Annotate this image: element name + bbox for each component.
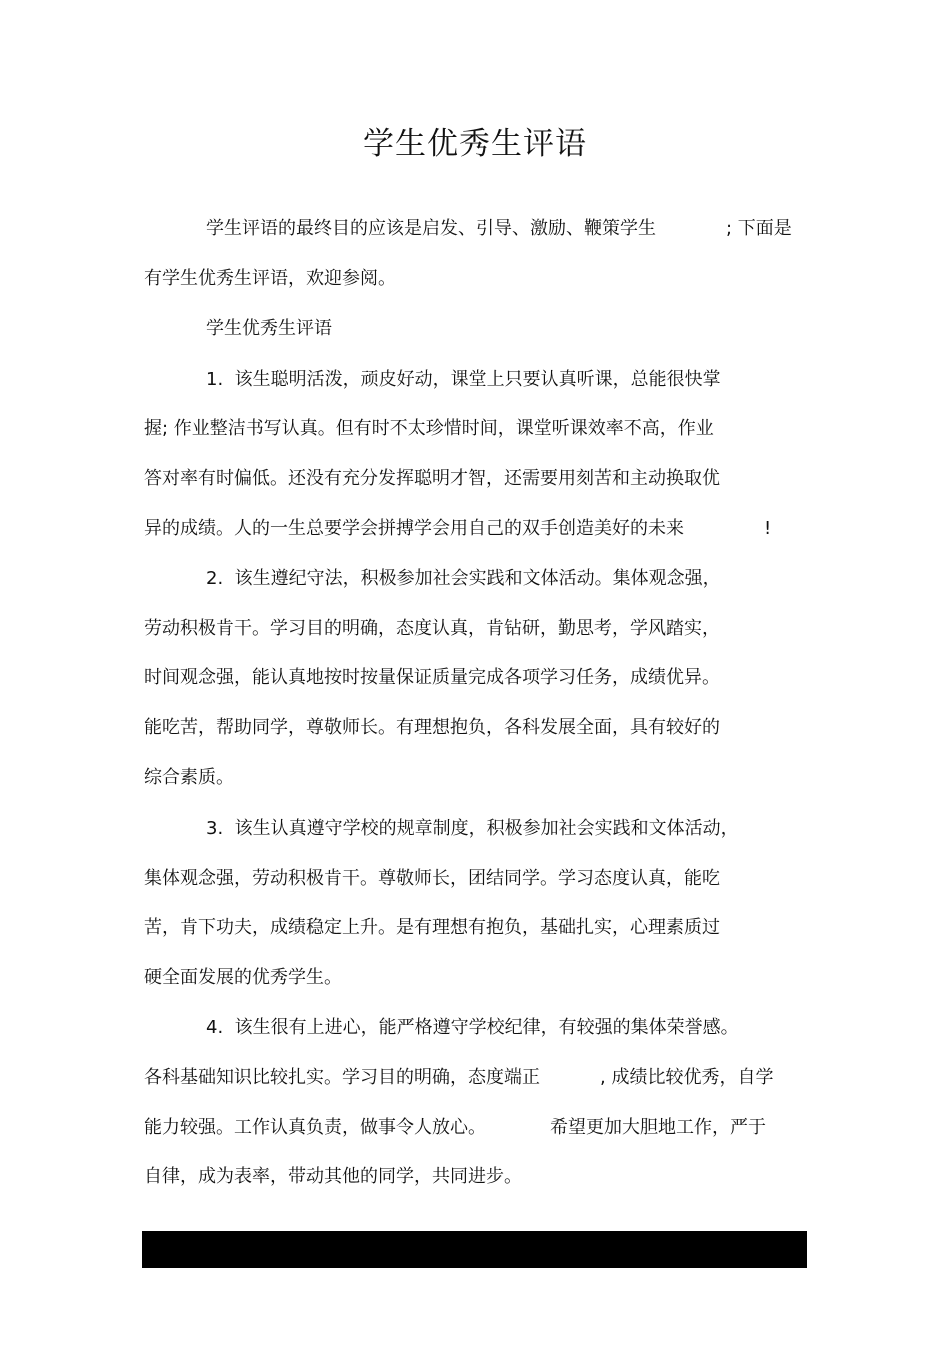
- item-3-line-4: 硬全面发展的优秀学生。: [144, 967, 342, 988]
- intro-line-1: 学生评语的最终目的应该是启发、引导、激励、鞭策学生: [206, 218, 656, 239]
- item-4-line-3: 能力较强。工作认真负责，做事令人放心。: [144, 1117, 486, 1138]
- item-4-line-2: 各科基础知识比较扎实。学习目的明确，态度端正: [144, 1067, 540, 1088]
- item-3-line-1: 3. 该生认真遵守学校的规章制度，积极参加社会实践和文体活动，: [206, 818, 739, 839]
- item-2-line-1: 2. 该生遵纪守法，积极参加社会实践和文体活动。集体观念强，: [206, 568, 721, 589]
- item-1-tail: !: [764, 518, 772, 539]
- item-1-line-4: 异的成绩。人的一生总要学会拼搏学会用自己的双手创造美好的未来: [144, 518, 684, 539]
- footer-bar: [142, 1231, 807, 1268]
- item-2-line-4: 能吃苦，帮助同学，尊敬师长。有理想抱负，各科发展全面，具有较好的: [144, 717, 720, 738]
- item-1-line-1: 1. 该生聪明活泼，顽皮好动，课堂上只要认真听课，总能很快掌: [206, 369, 721, 390]
- subheading: 学生优秀生评语: [206, 318, 332, 339]
- item-1-line-3: 答对率有时偏低。还没有充分发挥聪明才智，还需要用刻苦和主动换取优: [144, 468, 720, 489]
- intro-line-1-tail: ; 下面是: [726, 218, 792, 239]
- document-title: 学生优秀生评语: [363, 126, 587, 162]
- item-4-line-2-tail: , 成绩比较优秀，自学: [600, 1067, 774, 1088]
- item-3-line-2: 集体观念强，劳动积极肯干。尊敬师长，团结同学。学习态度认真，能吃: [144, 868, 720, 889]
- item-2-line-5: 综合素质。: [144, 767, 234, 788]
- item-3-line-3: 苦，肯下功夫，成绩稳定上升。是有理想有抱负，基础扎实，心理素质过: [144, 917, 720, 938]
- item-1-line-2: 握; 作业整洁书写认真。但有时不太珍惜时间，课堂听课效率不高，作业: [144, 418, 714, 439]
- item-4-line-4: 自律，成为表率，带动其他的同学，共同进步。: [144, 1166, 522, 1187]
- item-4-line-1: 4. 该生很有上进心，能严格遵守学校纪律，有较强的集体荣誉感。: [206, 1017, 739, 1038]
- item-2-line-3: 时间观念强，能认真地按时按量保证质量完成各项学习任务，成绩优异。: [144, 667, 720, 688]
- item-2-line-2: 劳动积极肯干。学习目的明确，态度认真，肯钻研，勤思考，学风踏实，: [144, 618, 720, 639]
- intro-line-2: 有学生优秀生评语，欢迎参阅。: [144, 268, 396, 289]
- item-4-line-3-tail: 希望更加大胆地工作，严于: [550, 1117, 766, 1138]
